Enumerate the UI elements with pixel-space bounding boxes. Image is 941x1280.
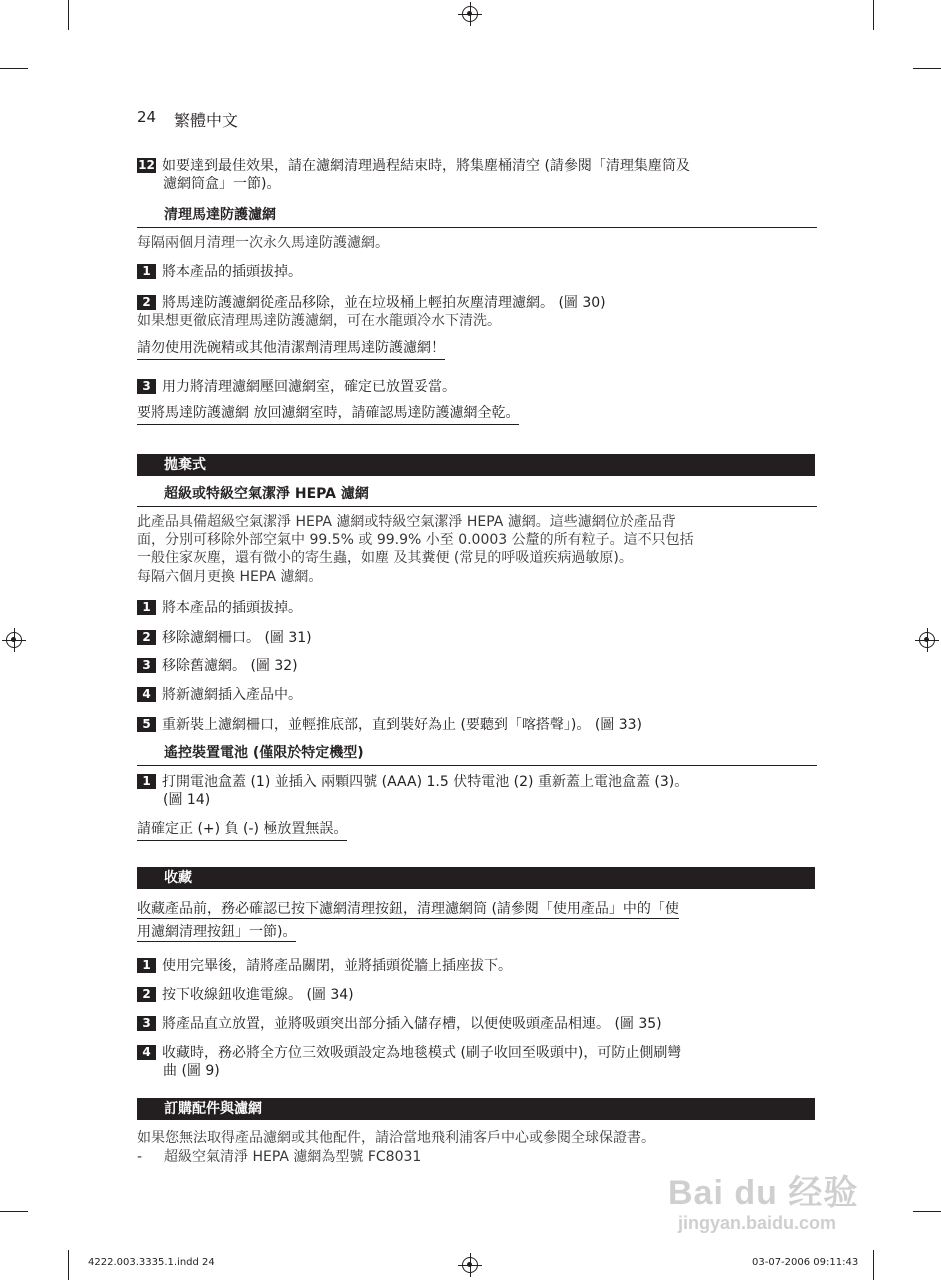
section-bar-ordering: 訂購配件與濾網: [137, 1098, 815, 1120]
section-heading-hepa: 超級或特級空氣潔淨 HEPA 濾網: [137, 485, 817, 507]
step-number: 2: [137, 630, 156, 645]
step-text: 用力將清理濾網壓回濾網室，確定已放置妥當。: [162, 379, 456, 395]
storage-warning-line-1: 收藏產品前，務必確認已按下濾網清理按鈕，清理濾網筒 (請參閱「使用產品」中的「使: [137, 901, 679, 917]
step-number: 12: [138, 158, 155, 172]
storage-step-3: [137, 1015, 662, 1033]
language-label: 繁體中文: [174, 111, 239, 130]
registration-mark-icon: [919, 632, 935, 648]
step-text: 移除舊濾網。 (圖 32): [162, 658, 298, 674]
motor-warning-detergent: 請勿使用洗碗精或其他清潔劑清理馬達防護濾網！: [137, 339, 445, 360]
step-text: 將新濾網插入產品中。: [162, 687, 302, 703]
step-text-continued: (圖 14): [163, 792, 211, 808]
step-text: 移除濾網柵口。 (圖 31): [162, 630, 312, 646]
storage-warning: [137, 900, 679, 942]
hepa-para-line-4: 每隔六個月更換 HEPA 濾網。: [137, 569, 323, 585]
hepa-step-1: [137, 599, 302, 617]
ordering-dash: -: [137, 1149, 143, 1165]
remote-warning-polarity: 請確定正 (+) 負 (-) 極放置無誤。: [137, 820, 347, 841]
step-text: 收藏時，務必將全方位三效吸頭設定為地毯模式 (刷子收回至吸頭中)，可防止側刷彎: [162, 1045, 682, 1061]
registration-mark-icon: [462, 1257, 478, 1273]
step-number: 5: [137, 717, 156, 732]
storage-step-2: [137, 986, 354, 1004]
watermark-brand: Bai du 经验: [668, 1174, 859, 1212]
step-text: 打開電池盒蓋 (1) 並插入 兩顆四號 (AAA) 1.5 伏特電池 (2) 重新蓋上電池盒蓋 (3)。: [162, 774, 689, 790]
step-text: 將產品直立放置，並將吸頭突出部分插入儲存槽，以便使吸頭產品相連。 (圖 35): [162, 1016, 662, 1032]
section-heading-motor-filter: 清理馬達防護濾網: [137, 206, 817, 228]
watermark-url: jingyan.baidu.com: [678, 1213, 837, 1233]
crop-mark: [68, 1250, 69, 1280]
step-text: 將馬達防護濾網從產品移除，並在垃圾桶上輕拍灰塵清理濾網。 (圖 30): [162, 295, 606, 311]
crop-mark: [913, 68, 941, 69]
ordering-item: 超級空氣清淨 HEPA 濾網為型號 FC8031: [164, 1149, 422, 1165]
motor-step-3: [137, 378, 456, 396]
step-text: 如要達到最佳效果，請在濾網清理過程結束時，將集塵桶清空 (請參閱「清理集塵筒及: [162, 158, 690, 174]
step-number: 2: [137, 295, 156, 310]
hepa-para-line-1: 此產品具備超級空氣潔淨 HEPA 濾網或特級空氣潔淨 HEPA 濾網。這些濾網位於產品背: [137, 514, 676, 530]
crop-mark: [0, 68, 28, 69]
footer-datetime: 03-07-2006 09:11:43: [752, 1257, 859, 1268]
ordering-para: 如果您無法取得產品濾網或其他配件，請洽當地飛利浦客戶中心或參閱全球保證書。: [137, 1130, 655, 1146]
footer-file: 4222.003.3335.1.indd 24: [88, 1257, 215, 1268]
crop-mark: [68, 0, 69, 30]
hepa-para-line-2: 面，分別可移除外部空氣中 99.5% 或 99.9% 小至 0.0003 公釐的所有粒子。這不只包括: [137, 532, 694, 548]
registration-mark-icon: [462, 6, 478, 22]
storage-step-1: [137, 957, 512, 975]
section-bar-disposable: 拋棄式: [137, 454, 815, 476]
storage-step-4: [137, 1044, 681, 1080]
page-number: 24: [137, 108, 157, 126]
step-number: 1: [137, 600, 156, 615]
step-number: 3: [137, 658, 156, 673]
crop-mark: [913, 1211, 941, 1212]
step-text: 按下收線鈕收進電線。 (圖 34): [162, 987, 354, 1003]
step-number: 1: [137, 958, 156, 973]
hepa-step-4: [137, 686, 302, 704]
hepa-step-3: [137, 657, 298, 675]
motor-step-2-note: 如果想更徹底清理馬達防護濾網，可在水龍頭冷水下清洗。: [137, 313, 501, 329]
step-number: 1: [137, 774, 156, 789]
section-bar-storage: 收藏: [137, 867, 815, 889]
step-12: [137, 157, 690, 193]
step-text: 將本產品的插頭拔掉。: [162, 264, 302, 280]
hepa-para-line-3: 一般住家灰塵，還有微小的寄生蟲，如塵 及其糞便 (常見的呼吸道疾病過敏原)。: [137, 550, 633, 566]
step-text: 將本產品的插頭拔掉。: [162, 600, 302, 616]
remote-step-1: [137, 773, 688, 809]
step-text: 重新裝上濾網柵口，並輕推底部，直到裝好為止 (要聽到「喀搭聲」)。 (圖 33): [162, 717, 643, 733]
crop-mark: [873, 1250, 874, 1280]
motor-warning-dry: 要將馬達防護濾網 放回濾網室時，請確認馬達防護濾網全乾。: [137, 404, 519, 425]
step-number: 4: [137, 1045, 156, 1060]
step-number: 2: [137, 987, 156, 1002]
motor-step-2: [137, 294, 606, 312]
step-text-continued: 曲 (圖 9): [163, 1063, 220, 1079]
hepa-step-2: [137, 629, 312, 647]
step-number: 3: [137, 1016, 156, 1031]
step-text: 使用完畢後，請將產品關閉，並將插頭從牆上插座拔下。: [162, 958, 512, 974]
step-number: 3: [137, 379, 156, 394]
step-number: 4: [137, 687, 156, 702]
registration-mark-icon: [6, 632, 22, 648]
crop-mark: [873, 0, 874, 30]
section-heading-remote: 遙控裝置電池 (僅限於特定機型): [137, 744, 817, 766]
hepa-step-5: [137, 716, 642, 734]
motor-step-1: [137, 263, 302, 281]
motor-intro: 每隔兩個月清理一次永久馬達防護濾網。: [137, 235, 389, 251]
storage-warning-line-2: 用濾網清理按鈕」一節)。: [137, 924, 297, 940]
step-number: 1: [137, 264, 156, 279]
step-text-continued: 濾網筒盒」一節)。: [163, 176, 281, 192]
crop-mark: [0, 1211, 28, 1212]
